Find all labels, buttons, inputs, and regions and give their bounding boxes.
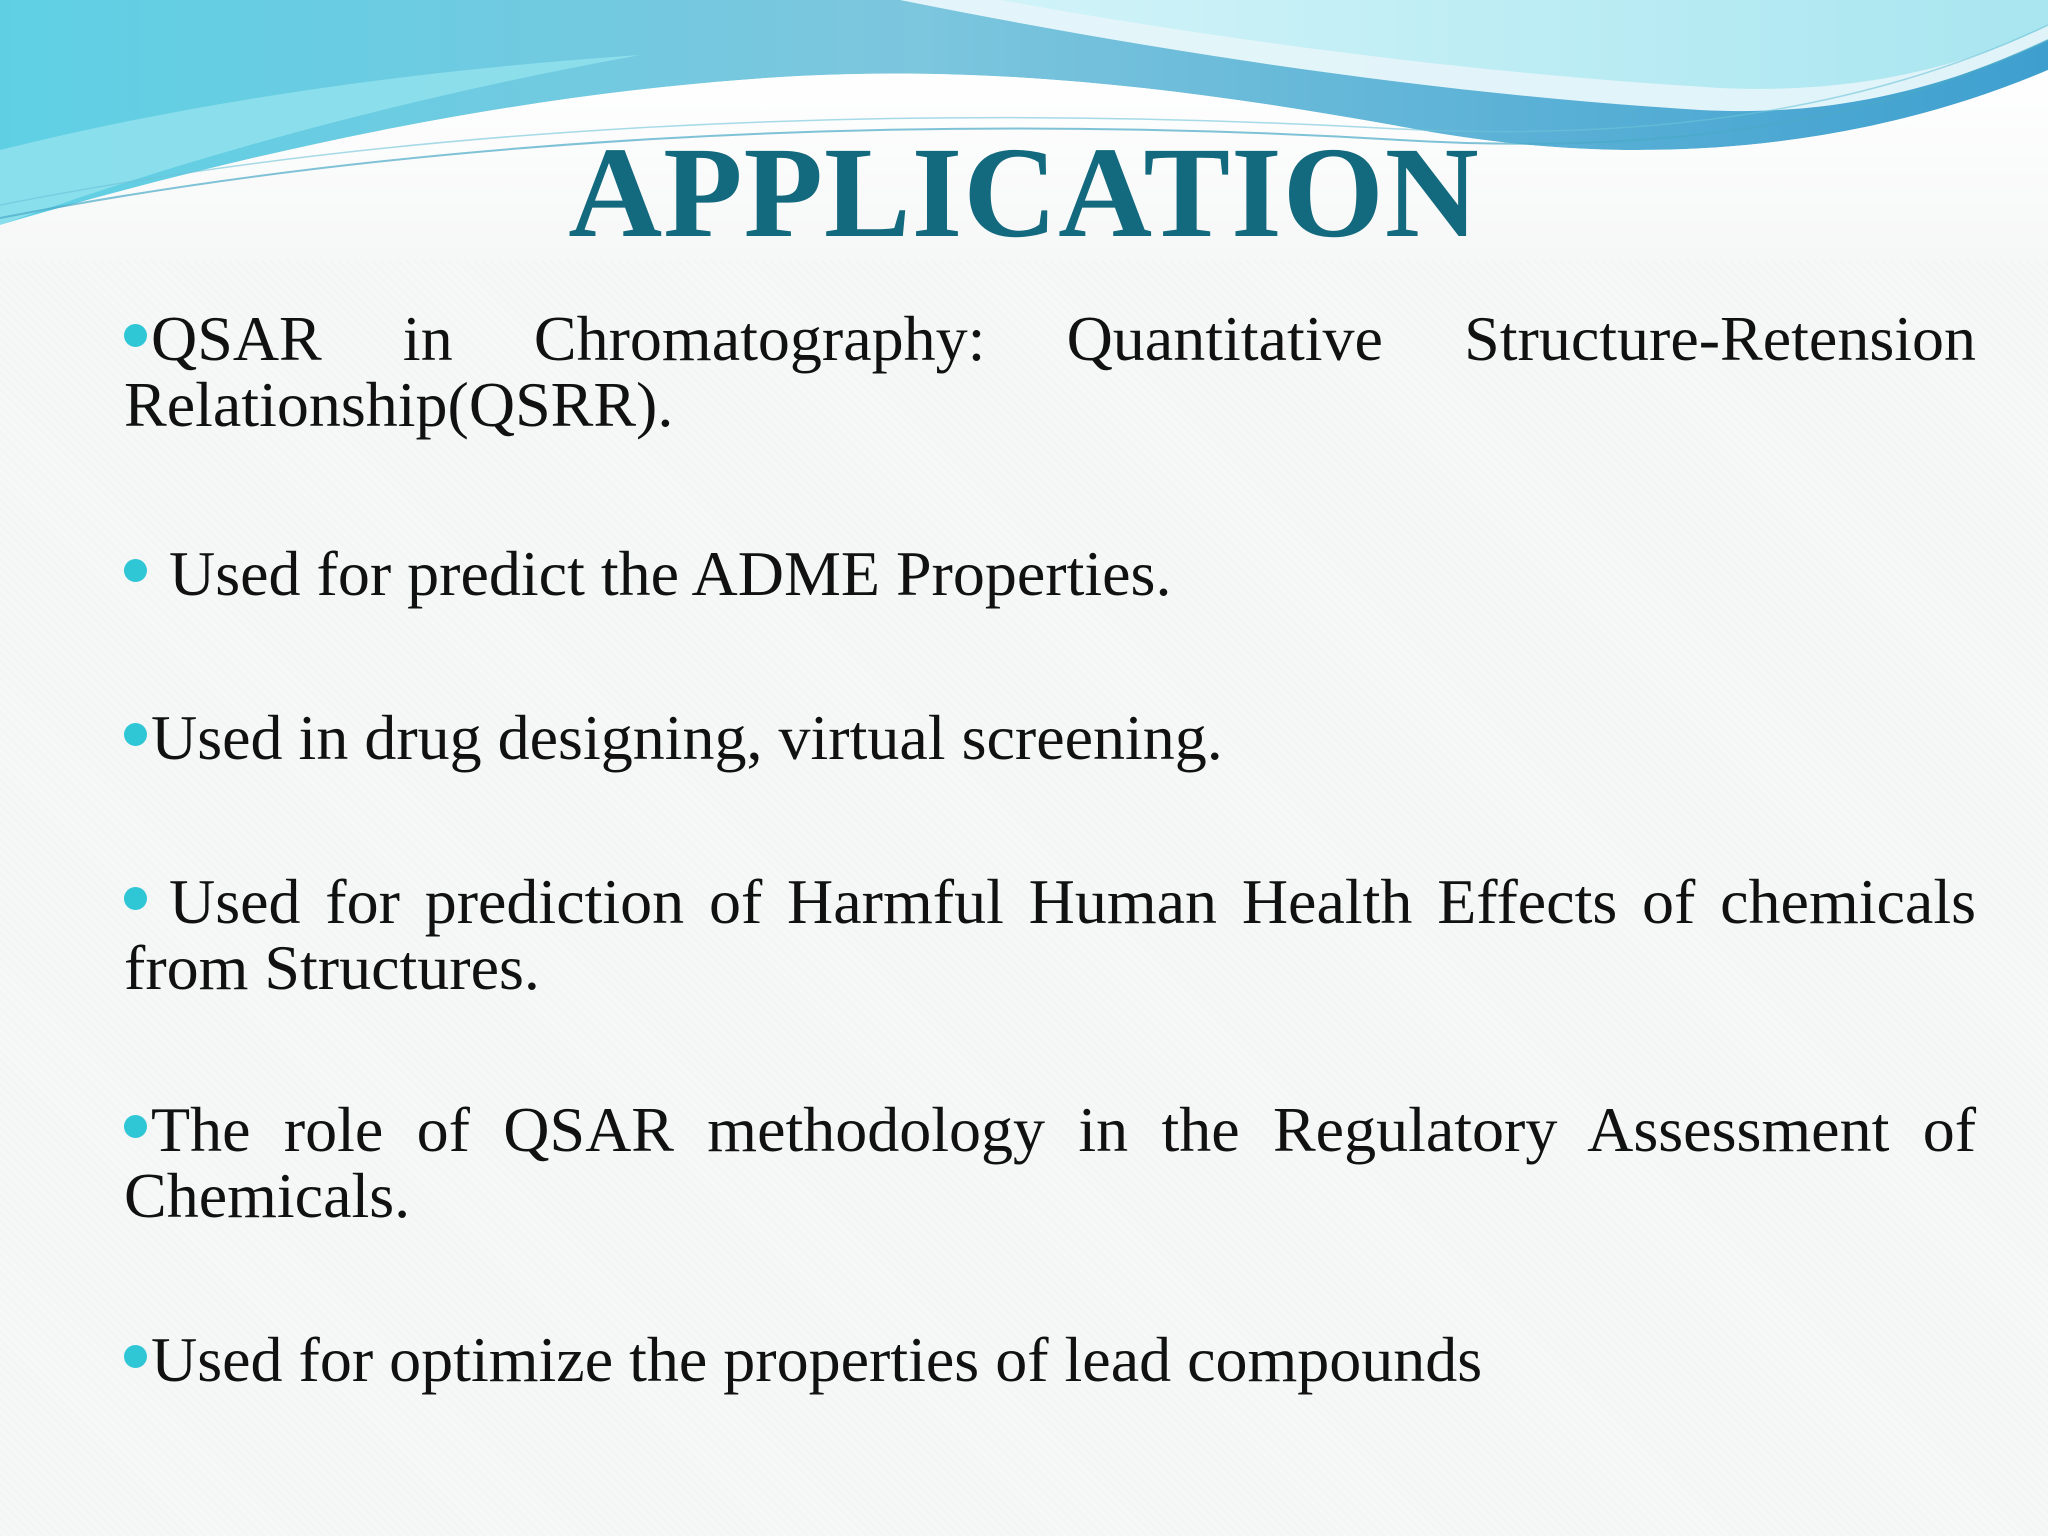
bullet-item — [124, 1324, 1976, 1395]
bullet-text: Used for prediction of Harmful Human Health Effects of chemicals from Structures. — [124, 866, 1976, 1003]
bullet-dot-icon — [124, 559, 147, 582]
bullet-item — [124, 866, 1976, 1003]
bullet-list — [124, 0, 1976, 1536]
bullet-dot-icon — [124, 1345, 147, 1368]
bullet-item — [124, 303, 1976, 440]
bullet-item — [124, 538, 1976, 609]
bullet-dot-icon — [124, 887, 147, 910]
bullet-item — [124, 1094, 1976, 1231]
bullet-text: QSAR in Chromatography: Quantitative Structure-Retension Relationship(QSRR). — [124, 303, 1976, 440]
bullet-dot-icon — [124, 324, 147, 347]
bullet-text: Used for optimize the properties of lead compounds — [151, 1324, 1483, 1395]
bullet-item — [124, 702, 1976, 773]
bullet-text: The role of QSAR methodology in the Regulatory Assessment of Chemicals. — [124, 1094, 1976, 1231]
slide-title: APPLICATION — [568, 121, 1480, 265]
bullet-text: Used for predict the ADME Properties. — [169, 538, 1172, 609]
bullet-text: Used in drug designing, virtual screening. — [151, 702, 1223, 773]
bullet-dot-icon — [124, 1115, 147, 1138]
bullet-dot-icon — [124, 723, 147, 746]
